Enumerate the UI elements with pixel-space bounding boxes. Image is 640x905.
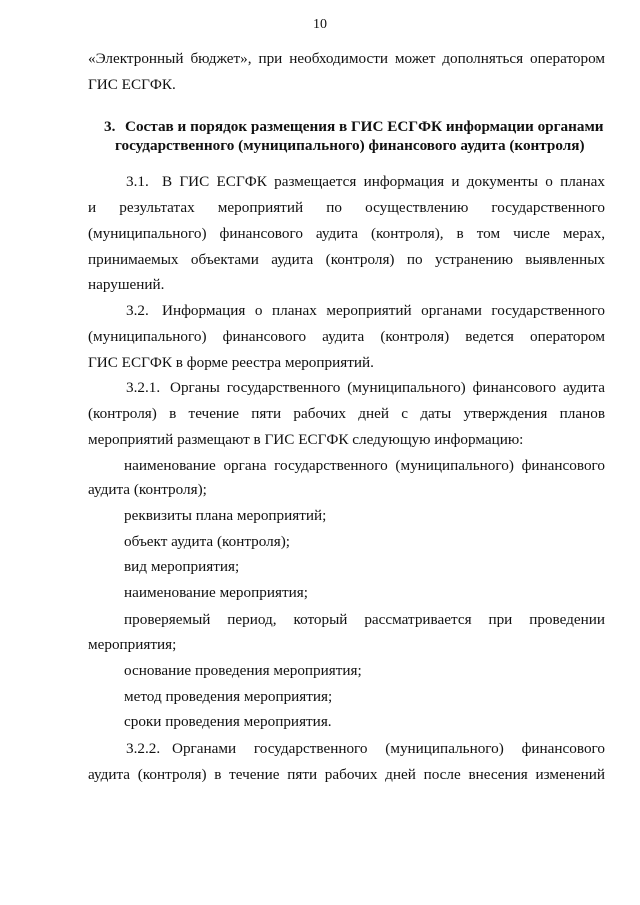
p32-line-2: (муниципального) финансового аудита (контроля) ведется оператором [88, 328, 605, 345]
p32-line-3: ГИС ЕСГФК в форме реестра мероприятий. [88, 354, 374, 371]
list-item: основание проведения мероприятия; [124, 662, 362, 679]
p322-line-1: Органами государственного (муниципального) финансового [172, 740, 605, 757]
p32-number: 3.2. [126, 302, 149, 319]
p321-number: 3.2.1. [126, 379, 161, 396]
list-item: метод проведения мероприятия; [124, 688, 333, 705]
list-item: наименование органа государственного (муниципального) финансового [124, 457, 605, 474]
list-item: сроки проведения мероприятия. [124, 713, 332, 730]
list-item: реквизиты плана мероприятий; [124, 507, 327, 524]
p321-line-3: мероприятий размещают в ГИС ЕСГФК следующую информацию: [88, 431, 524, 448]
page-number: 10 [313, 17, 327, 32]
p321-line-2: (контроля) в течение пяти рабочих дней с даты утверждения планов [88, 405, 605, 422]
list-item: мероприятия; [88, 636, 177, 653]
list-item: проверяемый период, который рассматривается при проведении [124, 611, 605, 628]
p322-line-2: аудита (контроля) в течение пяти рабочих дней после внесения изменений [88, 766, 605, 783]
intro-line-1: «Электронный бюджет», при необходимости может дополняться оператором [88, 50, 605, 67]
p31-line-5: нарушений. [88, 276, 165, 293]
p322-number: 3.2.2. [126, 740, 161, 757]
p321-line-1: Органы государственного (муниципального) финансового аудита [170, 379, 605, 396]
p31-line-3: (муниципального) финансового аудита (контроля), в том числе мерах, [88, 225, 605, 242]
p31-number: 3.1. [126, 173, 149, 190]
list-item: объект аудита (контроля); [124, 533, 291, 550]
list-item: вид мероприятия; [124, 558, 240, 575]
section-title-line-2: государственного (муниципального) финансового аудита (контроля) [115, 137, 585, 154]
section-number: 3. [104, 118, 116, 135]
section-title-line-1: Состав и порядок размещения в ГИС ЕСГФК информации органами [125, 118, 604, 135]
intro-line-2: ГИС ЕСГФК. [88, 76, 176, 93]
p31-line-2: и результатах мероприятий по осуществлению государственного [88, 199, 605, 216]
p31-line-1: В ГИС ЕСГФК размещается информация и документы о планах [162, 173, 605, 190]
list-item: наименование мероприятия; [124, 584, 308, 601]
list-item: аудита (контроля); [88, 481, 207, 498]
p31-line-4: принимаемых объектами аудита (контроля) по устранению выявленных [88, 251, 605, 268]
p32-line-1: Информация о планах мероприятий органами государственного [162, 302, 605, 319]
